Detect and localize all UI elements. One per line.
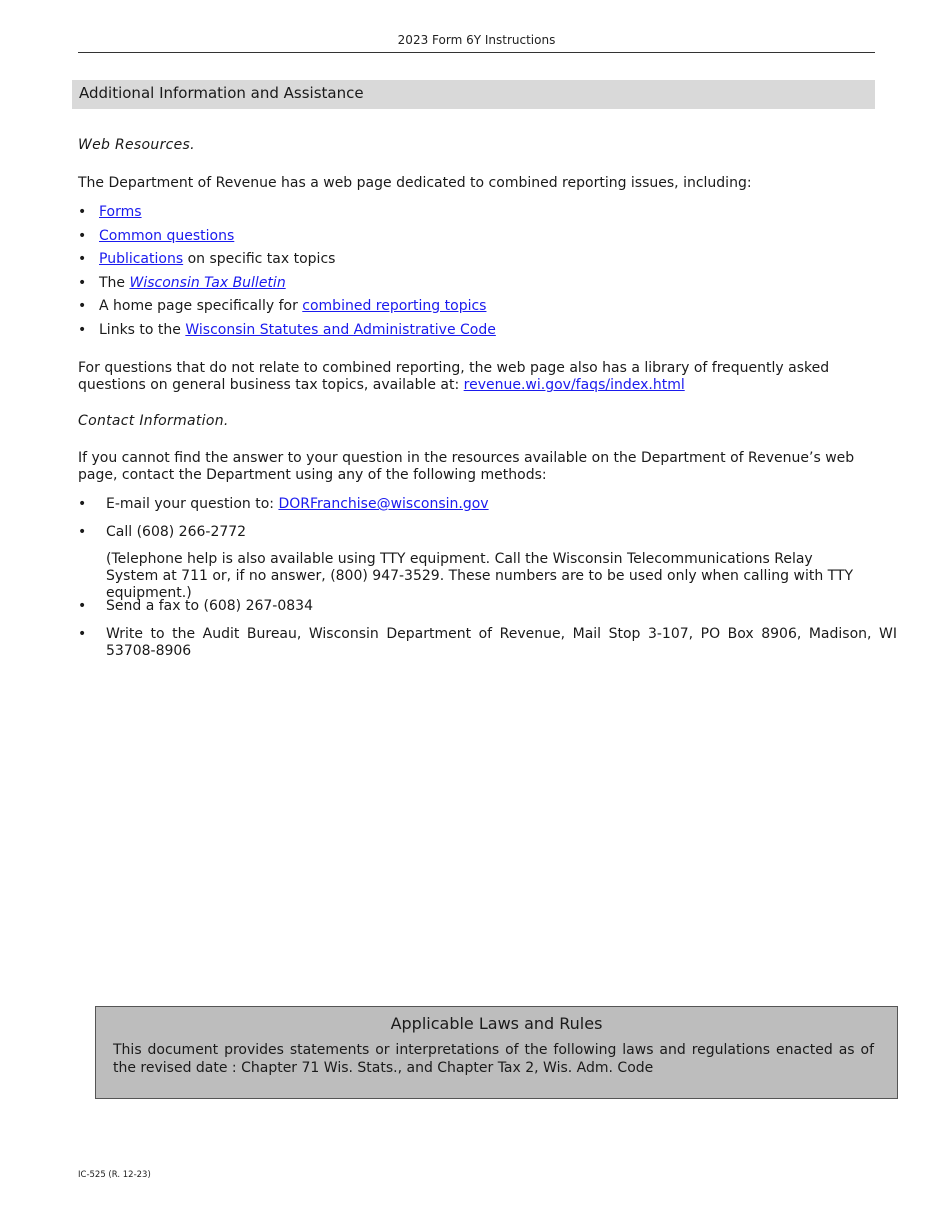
list-item xyxy=(78,524,897,541)
section-heading: Additional Information and Assistance xyxy=(79,84,364,102)
faq-link[interactable]: revenue.wi.gov/faqs/index.html xyxy=(463,377,685,393)
email-link[interactable]: DORFranchise@wisconsin.gov xyxy=(278,496,489,512)
section-heading-bar xyxy=(72,80,875,109)
web-resources-list xyxy=(78,202,496,343)
web-resources-intro: The Department of Revenue has a web page dedicated to combined reporting issues, including: xyxy=(78,175,752,191)
forms-link[interactable]: Forms xyxy=(99,204,142,220)
statutes-code-link[interactable]: Wisconsin Statutes and Administrative Code xyxy=(185,321,496,338)
header-rule xyxy=(78,52,875,53)
email-label: E-mail your question to: xyxy=(106,496,279,512)
list-item xyxy=(78,496,897,513)
list-item-text: A home page specifically for xyxy=(99,298,303,314)
applicable-laws-box xyxy=(95,1006,898,1099)
common-questions-link[interactable]: Common questions xyxy=(99,227,235,244)
call-text: Call (608) 266-2772 xyxy=(106,524,247,540)
write-text: Write to the Audit Bureau, Wisconsin Department of Revenue, Mail Stop 3-107, PO Box 8906, Madison, WI 53708-8906 xyxy=(106,626,897,659)
list-item xyxy=(78,320,496,344)
list-item-text: Links to the xyxy=(99,321,186,338)
list-item-text: The xyxy=(99,274,130,291)
list-item-text: on specific tax topics xyxy=(183,251,336,267)
laws-title: Applicable Laws and Rules xyxy=(390,1014,603,1033)
combined-reporting-topics-link[interactable]: combined reporting topics xyxy=(302,298,487,314)
list-item xyxy=(78,273,496,297)
tax-bulletin-link[interactable]: Wisconsin Tax Bulletin xyxy=(129,274,286,291)
list-item xyxy=(78,226,496,250)
faq-text: For questions that do not relate to combined reporting, the web page also has a library of frequently asked questions on general business tax topics, available at: xyxy=(78,360,830,393)
form-code-footer: IC-525 (R. 12-23) xyxy=(78,1170,151,1180)
publications-link[interactable]: Publications xyxy=(99,251,184,267)
faq-paragraph xyxy=(78,360,875,394)
list-item xyxy=(78,626,897,660)
tty-note: (Telephone help is also available using TTY equipment. Call the Wisconsin Telecommunications Relay System at 711 or, if no answer, (800) 947-3529. These numbers are to be used only when calling with TTY equipment.) xyxy=(106,551,854,601)
list-item xyxy=(78,249,496,273)
list-item xyxy=(78,296,496,320)
list-item xyxy=(78,202,496,226)
web-resources-heading: Web Resources. xyxy=(78,137,195,153)
fax-text: Send a fax to (608) 267-0834 xyxy=(106,598,313,614)
contact-heading: Contact Information. xyxy=(78,413,229,429)
page-header-title: 2023 Form 6Y Instructions xyxy=(397,33,556,47)
contact-intro: If you cannot find the answer to your question in the resources available on the Department of Revenue’s web page, contact the Department using any of the following methods: xyxy=(78,450,855,483)
laws-text: This document provides statements or interpretations of the following laws and regulations enacted as of the revised date : Chapter 71 Wis. Stats., and Chapter Tax 2, Wis. Adm. Code xyxy=(113,1042,874,1076)
